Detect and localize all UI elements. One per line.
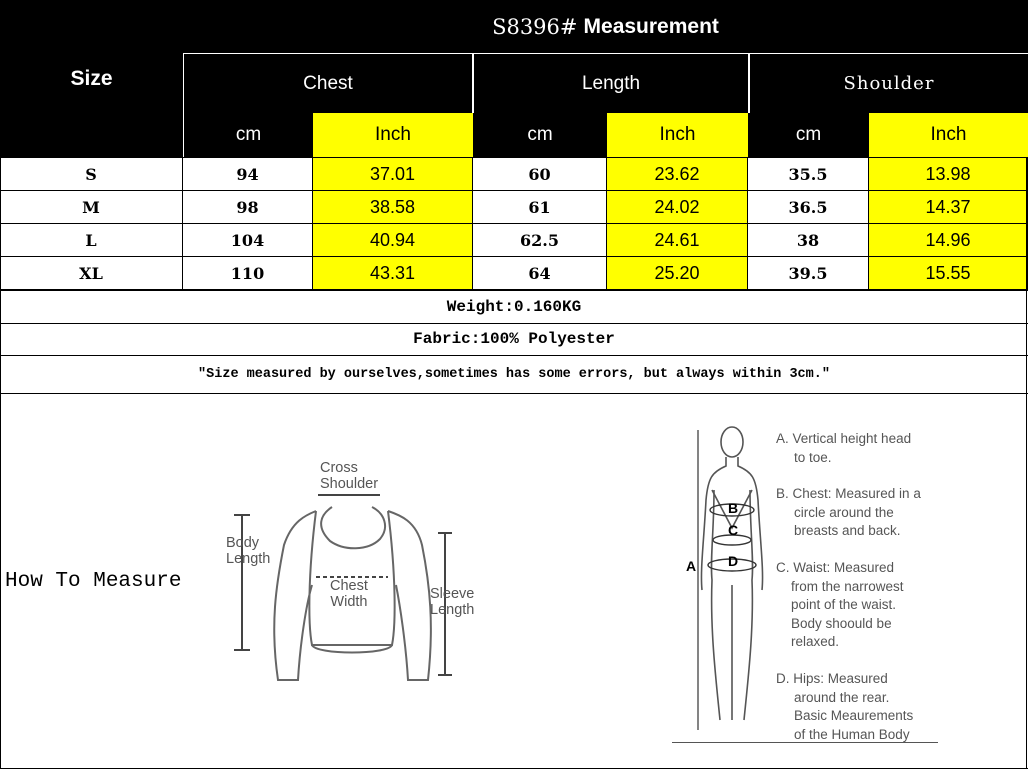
title-code: S8396# xyxy=(492,14,578,39)
table-cell-shoulder-cm: 35.5 xyxy=(748,158,869,190)
table-cell-shoulder-in: 15.55 xyxy=(869,257,1028,289)
table-cell-length-in: 25.20 xyxy=(607,257,748,289)
group-header-chest: Chest xyxy=(183,54,472,113)
size-header: Size xyxy=(0,0,183,157)
table-cell-chest-in: 38.58 xyxy=(313,191,473,223)
body-note-b: B. Chest: Measured in a circle around the breasts and back. xyxy=(776,486,921,538)
unit-inch-length: Inch xyxy=(607,113,748,157)
table-cell-size: L xyxy=(0,224,183,256)
body-note-c: C. Waist: Measured from the narrowest point of the waist. Body shoould be relaxed. xyxy=(776,560,904,649)
group-header-shoulder: Shoulder xyxy=(749,54,1028,113)
table-cell-shoulder-cm: 36.5 xyxy=(748,191,869,223)
table-cell-shoulder-in: 14.37 xyxy=(869,191,1028,223)
unit-inch-shoulder: Inch xyxy=(869,113,1028,157)
unit-inch-chest: Inch xyxy=(313,113,473,157)
table-cell-size: S xyxy=(0,158,183,190)
unit-cm-shoulder: cm xyxy=(748,113,869,157)
label-sleeve-length: Sleeve Length xyxy=(430,586,475,618)
label-cross-shoulder: Cross Shoulder xyxy=(320,460,379,492)
body-note-d: D. Hips: Measured around the rear. Basic Meaurements of the Human Body xyxy=(776,671,914,742)
unit-cm-chest: cm xyxy=(183,113,313,157)
table-cell-size: M xyxy=(0,191,183,223)
table-cell-length-in: 23.62 xyxy=(607,158,748,190)
table-title xyxy=(183,0,1028,53)
table-cell-chest-in: 43.31 xyxy=(313,257,473,289)
table-cell-chest-cm: 94 xyxy=(183,158,313,190)
table-cell-shoulder-in: 14.96 xyxy=(869,224,1028,256)
table-cell-length-cm: 61 xyxy=(473,191,607,223)
table-cell-shoulder-in: 13.98 xyxy=(869,158,1028,190)
table-cell-length-in: 24.61 xyxy=(607,224,748,256)
table-cell-length-cm: 60 xyxy=(473,158,607,190)
table-cell-shoulder-cm: 39.5 xyxy=(748,257,869,289)
fabric-row: Fabric:100% Polyester xyxy=(0,323,1028,355)
table-cell-length-cm: 62.5 xyxy=(473,224,607,256)
table-cell-length-in: 24.02 xyxy=(607,191,748,223)
body-mark-a: A xyxy=(686,558,697,574)
title-text: Measurement xyxy=(583,14,719,38)
weight-row: Weight:0.160KG xyxy=(0,290,1028,323)
body-figure xyxy=(690,420,770,740)
table-cell-length-cm: 64 xyxy=(473,257,607,289)
table-cell-chest-cm: 110 xyxy=(183,257,313,289)
note-row: "Size measured by ourselves,sometimes has some errors, but always within 3cm." xyxy=(0,355,1028,393)
label-chest-width: Chest Width xyxy=(330,578,368,610)
table-cell-chest-cm: 104 xyxy=(183,224,313,256)
table-cell-chest-in: 40.94 xyxy=(313,224,473,256)
label-body-length: Body Length xyxy=(226,535,271,567)
table-cell-size: XL xyxy=(0,257,183,289)
body-mark-b: B xyxy=(728,500,739,516)
table-cell-shoulder-cm: 38 xyxy=(748,224,869,256)
table-cell-chest-cm: 98 xyxy=(183,191,313,223)
group-header-length: Length xyxy=(473,54,748,113)
unit-cm-length: cm xyxy=(473,113,607,157)
body-note-a: A. Vertical height head to toe. xyxy=(776,431,912,465)
how-to-measure-label: How To Measure xyxy=(5,570,182,593)
table-cell-chest-in: 37.01 xyxy=(313,158,473,190)
body-mark-d: D xyxy=(728,553,739,569)
body-mark-c: C xyxy=(728,522,739,538)
